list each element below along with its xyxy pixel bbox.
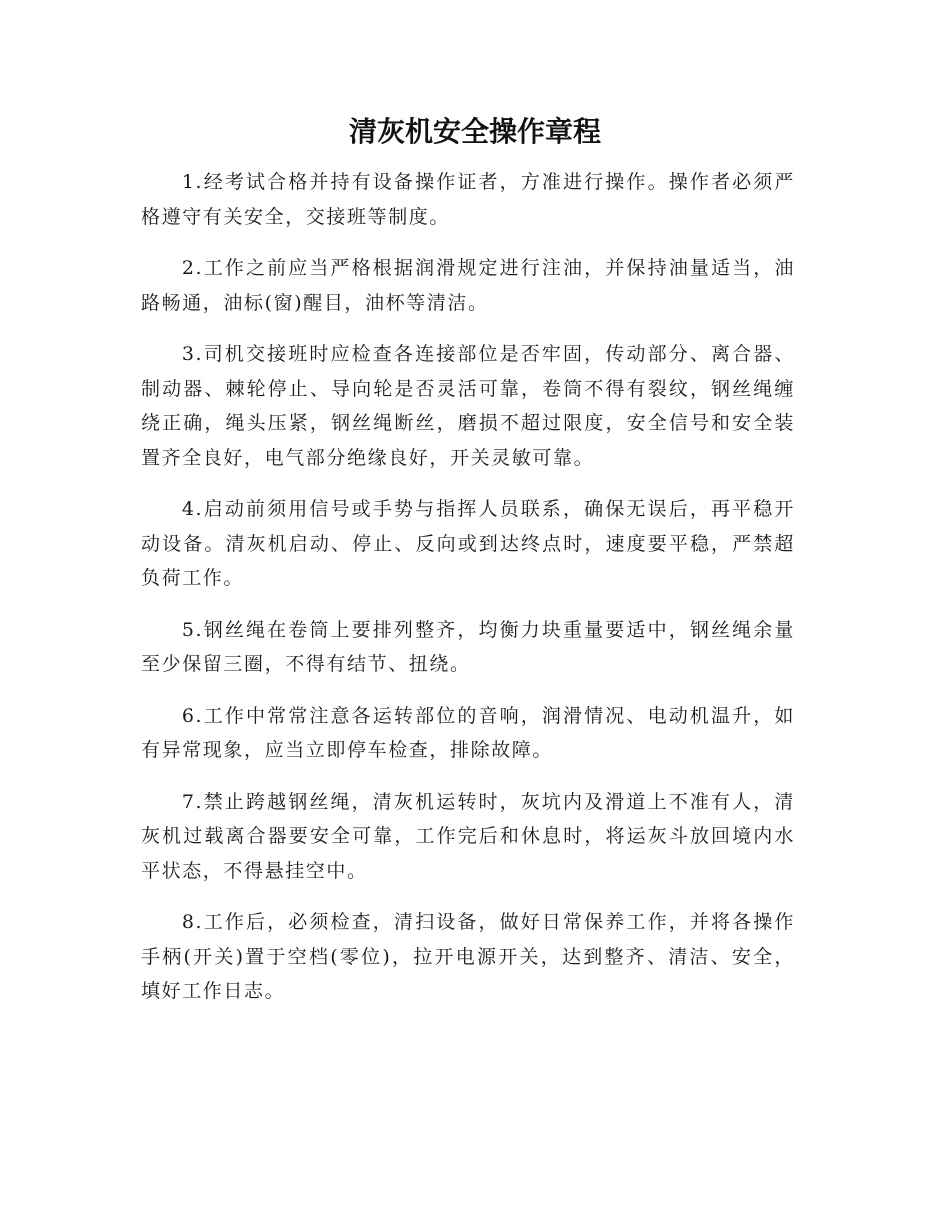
paragraph-8: 8.工作后，必须检查，清扫设备，做好日常保养工作，并将各操作手柄(开关)置于空档(零位)，拉开电源开关，达到整齐、清洁、安全，填好工作日志。 (141, 911, 795, 1002)
paragraph-1: 1.经考试合格并持有设备操作证者，方准进行操作。操作者必须严格遵守有关安全，交接班等制度。 (141, 171, 795, 228)
paragraph-6: 6.工作中常常注意各运转部位的音响，润滑情况、电动机温升，如有异常现象，应当立即停车检查，排除故障。 (141, 704, 795, 761)
paragraph-4: 4.启动前须用信号或手势与指挥人员联系，确保无误后，再平稳开动设备。清灰机启动、停止、反向或到达终点时，速度要平稳，严禁超负荷工作。 (141, 498, 795, 589)
paragraph-5: 5.钢丝绳在卷筒上要排列整齐，均衡力块重量要适中，钢丝绳余量至少保留三圈，不得有结节、扭绕。 (141, 618, 795, 675)
document-title: 清灰机安全操作章程 (348, 115, 601, 148)
paragraph-2: 2.工作之前应当严格根据润滑规定进行注油，并保持油量适当，油路畅通，油标(窗)醒目，油杯等清洁。 (141, 257, 795, 314)
document-body (141, 165, 795, 1026)
paragraph-7: 7.禁止跨越钢丝绳，清灰机运转时，灰坑内及滑道上不准有人，清灰机过载离合器要安全可靠，工作完后和休息时，将运灰斗放回境内水平状态，不得悬挂空中。 (141, 790, 795, 882)
paragraph-3: 3.司机交接班时应检查各连接部位是否牢固，传动部分、离合器、制动器、棘轮停止、导向轮是否灵活可靠，卷筒不得有裂纹，钢丝绳缠绕正确，绳头压紧，钢丝绳断丝，磨损不超过限度，安全信号和安全装置齐全良好，电气部分绝缘良好，开关灵敏可靠。 (141, 343, 795, 469)
